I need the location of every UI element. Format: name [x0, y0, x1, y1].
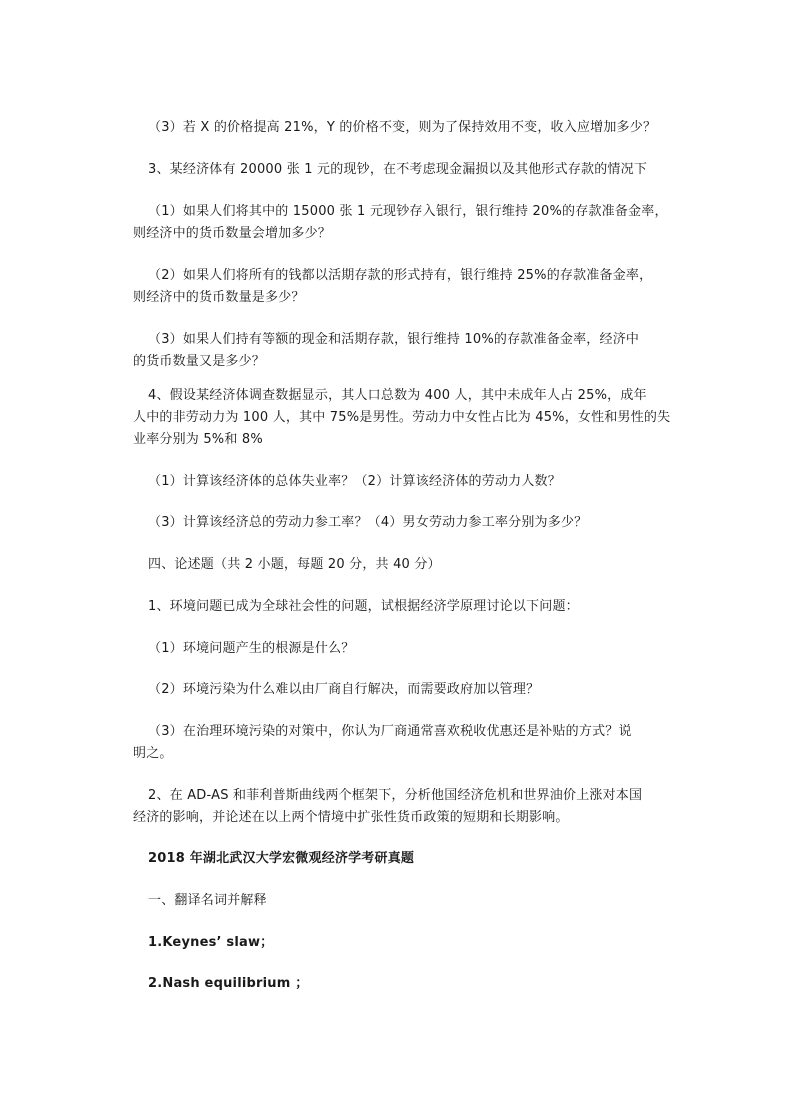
question-4-sub12: （1）计算该经济体的总体失业率？（2）计算该经济体的劳动力人数？	[148, 474, 561, 489]
essay-1-sub3-line1: （3）在治理环境污染的对策中，你认为厂商通常喜欢税收优惠还是补贴的方式？说	[148, 724, 632, 739]
exam-title-2018: 2018 年湖北武汉大学宏微观经济学考研真题	[148, 851, 415, 866]
question-3-sub2-line1: （2）如果人们将所有的钱都以活期存款的形式持有，银行维持 25%的存款准备金率，	[148, 268, 653, 283]
essay-1-intro: 1、环境问题已成为全球社会性的问题，试根据经济学原理讨论以下问题：	[148, 599, 579, 614]
question-4-line3: 业率分别为 5%和 8%	[133, 432, 263, 447]
term-2: 2.Nash equilibrium ；	[148, 976, 309, 991]
question-3-sub2-line2: 则经济中的货币数量是多少？	[133, 290, 305, 305]
question-4-line1: 4、假设某经济体调查数据显示，其人口总数为 400 人，其中未成年人占 25%，成年	[148, 388, 647, 403]
question-3-3: （3）若 X 的价格提高 21%，Y 的价格不变，则为了保持效用不变，收入应增加多少？	[148, 120, 657, 135]
question-3-intro: 3、某经济体有 20000 张 1 元的现钞，在不考虑现金漏损以及其他形式存款的情况下	[148, 162, 648, 177]
question-3-sub3-line2: 的货币数量又是多少？	[133, 354, 266, 369]
term-1: 1.Keynes’ slaw；	[148, 935, 274, 950]
essay-1-sub1: （1）环境问题产生的根源是什么？	[148, 641, 355, 656]
essay-2-line1: 2、在 AD-AS 和菲利普斯曲线两个框架下，分析他国经济危机和世界油价上涨对本国	[148, 788, 643, 803]
essay-2-line2: 经济的影响，并论述在以上两个情境中扩张性货币政策的短期和长期影响。	[133, 810, 569, 825]
question-3-sub1-line1: （1）如果人们将其中的 15000 张 1 元现钞存入银行，银行维持 20%的存款准备金率，	[148, 204, 668, 219]
essay-1-sub3-line2: 明之。	[133, 746, 173, 761]
question-3-sub3-line1: （3）如果人们持有等额的现金和活期存款，银行维持 10%的存款准备金率，经济中	[148, 332, 640, 347]
section-1-heading: 一、翻译名词并解释	[148, 893, 267, 908]
question-4-sub34: （3）计算该经济总的劳动力参工率？（4）男女劳动力参工率分别为多少？	[148, 515, 588, 530]
question-3-sub1-line2: 则经济中的货币数量会增加多少？	[133, 226, 332, 241]
essay-1-sub2: （2）环境污染为什么难以由厂商自行解决，而需要政府加以管理？	[148, 682, 540, 697]
question-4-line2: 人中的非劳动力为 100 人，其中 75%是男性。劳动力中女性占比为 45%，女性和男性的失	[133, 410, 671, 425]
section-4-heading: 四、论述题（共 2 小题，每题 20 分，共 40 分）	[148, 557, 441, 572]
